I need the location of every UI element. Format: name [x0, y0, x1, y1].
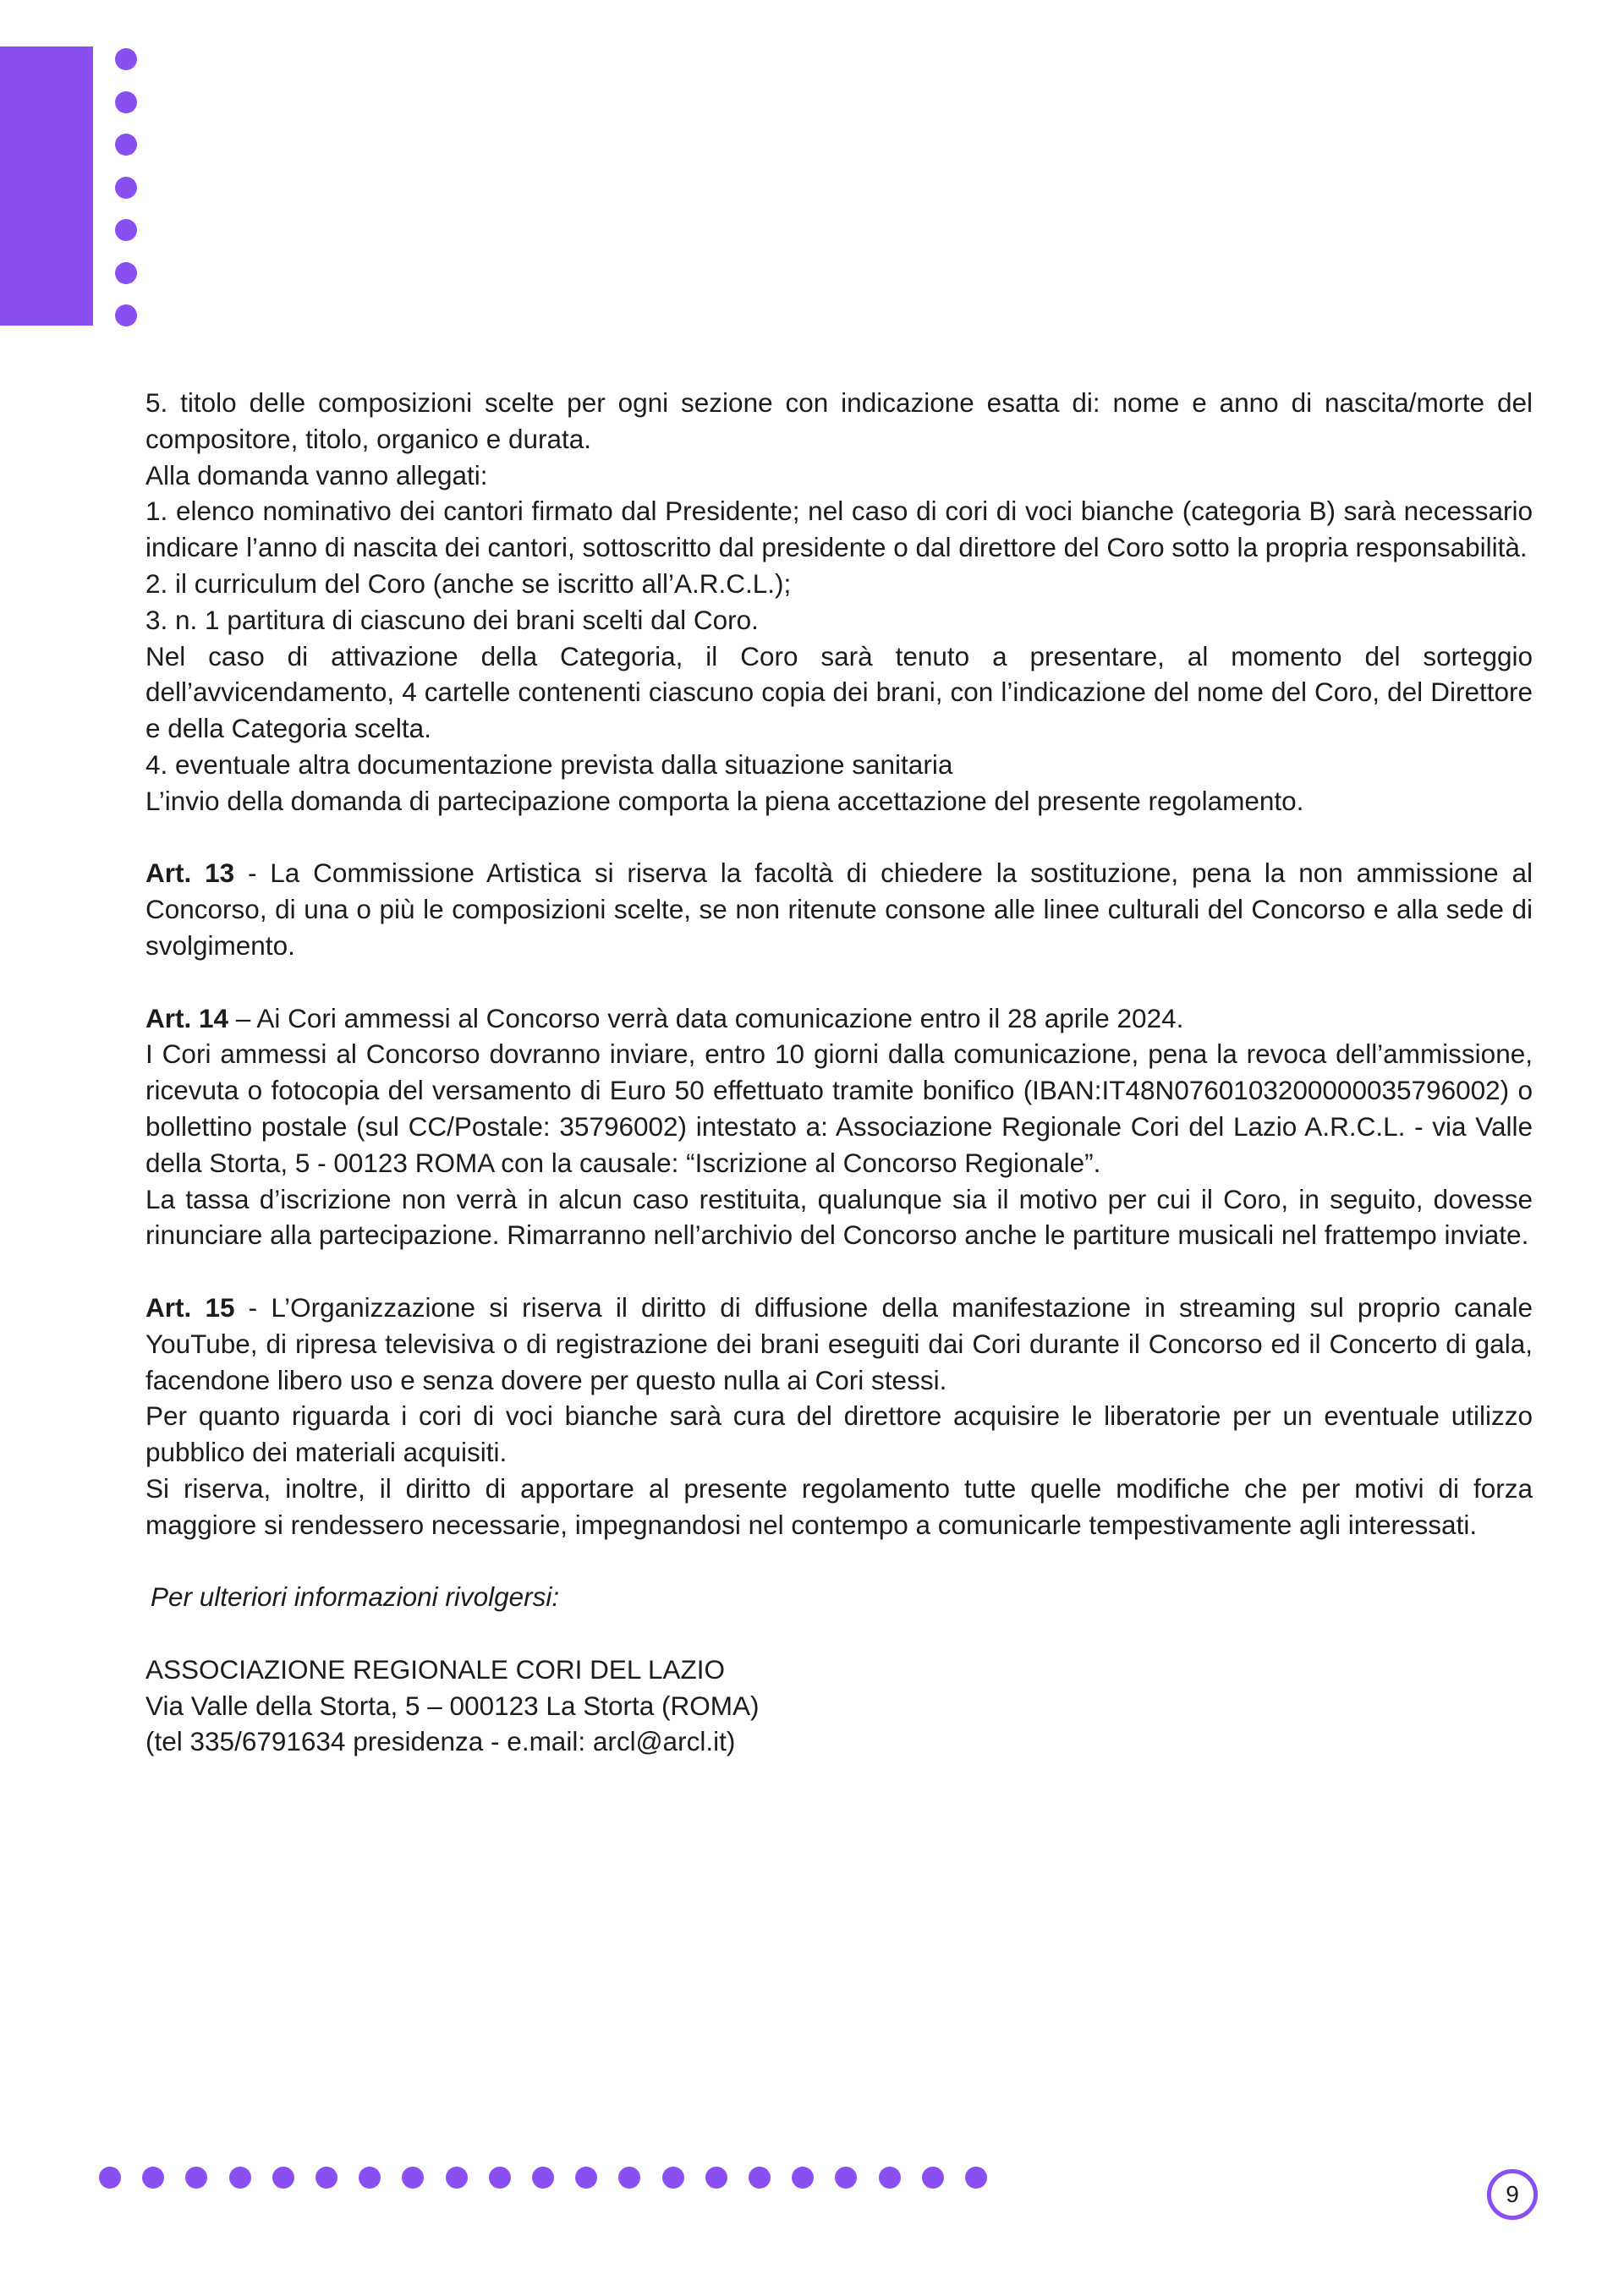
- paragraph-attachment-4: 4. eventuale altra documentazione prevista dalla situazione sanitaria: [145, 748, 953, 780]
- side-dot: [115, 304, 137, 326]
- article-13-label: Art. 13: [145, 858, 235, 889]
- bottom-dot: [402, 2167, 424, 2189]
- corner-accent-bar: [0, 47, 93, 326]
- bottom-dot: [792, 2167, 814, 2189]
- article-13-text: - La Commissione Artistica si riserva la facoltà di chiedere la sostituzione, pena la non ammissione al Concorso, di una o più le composizioni scelte, se non ritenute consone alle linee culturali del Concorso e alla sede di svolgimento.: [145, 858, 1533, 961]
- bottom-dot: [489, 2167, 511, 2189]
- bottom-dot: [272, 2167, 294, 2189]
- bottom-dot: [835, 2167, 857, 2189]
- bottom-dot: [879, 2167, 901, 2189]
- paragraph-item-5: 5. titolo delle composizioni scelte per ogni sezione con indicazione esatta di: nome e anno di nascita/morte del compositore, titolo, organico e durata.: [145, 387, 1533, 454]
- paragraph-fee-refund: La tassa d’iscrizione non verrà in alcun caso restituita, qualunque sia il motivo per cui il Coro, in seguito, dovesse rinunciare alla partecipazione. Rimarranno nell’archivio del Concorso anche le partiture musicali nel frattempo inviate.: [145, 1183, 1533, 1251]
- bottom-dot: [575, 2167, 597, 2189]
- paragraph-attachment-3: 3. n. 1 partitura di ciascuno dei brani scelti dal Coro.: [145, 604, 759, 635]
- side-dot: [115, 91, 137, 113]
- bottom-dot: [229, 2167, 251, 2189]
- bottom-dot: [359, 2167, 381, 2189]
- bottom-dot: [99, 2167, 121, 2189]
- article-13: [145, 855, 1533, 963]
- paragraph-attachments-intro: Alla domanda vanno allegati:: [145, 459, 488, 490]
- bottom-dot: [618, 2167, 640, 2189]
- paragraph-attachment-2: 2. il curriculum del Coro (anche se iscritto all’A.R.C.L.);: [145, 567, 792, 599]
- bottom-dot: [532, 2167, 554, 2189]
- paragraph-attachment-1: 1. elenco nominativo dei cantori firmato dal Presidente; nel caso di cori di voci bianche (categoria B) sarà necessario indicare l’anno di nascita dei cantori, sottoscritto dal presidente o dal direttore del Coro sotto la propria responsabilità.: [145, 496, 1533, 563]
- article-15: [145, 1290, 1533, 1398]
- article-14: [145, 1000, 1533, 1037]
- paragraph-children-choirs: Per quanto riguarda i cori di voci bianche sarà cura del direttore acquisire le liberatorie per un eventuale utilizzo pubblico dei materiali acquisiti.: [145, 1400, 1533, 1468]
- paragraph-acceptance: L’invio della domanda di partecipazione comporta la piena accettazione del presente regolamento.: [145, 785, 1304, 816]
- article-15-label: Art. 15: [145, 1291, 235, 1323]
- side-dot: [115, 134, 137, 156]
- paragraph-modifications: Si riserva, inoltre, il diritto di apportare al presente regolamento tutte quelle modifiche che per motivi di forza maggiore si rendessero necessarie, impegnandosi nel contempo a comunicarle tempestivamente agli interessati.: [145, 1472, 1533, 1540]
- contact-phone-email: (tel 335/6791634 presidenza - e.mail: arcl@arcl.it): [145, 1726, 736, 1757]
- document-body: [145, 385, 1533, 1760]
- contact-address: Via Valle della Storta, 5 – 000123 La Storta (ROMA): [145, 1690, 760, 1721]
- side-dot: [115, 262, 137, 284]
- article-15-text: - L’Organizzazione si riserva il diritto di diffusione della manifestazione in streaming sul proprio canale YouTube, di ripresa televisiva o di registrazione dei brani eseguiti dai Cori durante il Concorso ed il Concerto di gala, facendone libero uso e senza dovere per questo nulla ai Cori stessi.: [145, 1291, 1533, 1395]
- bottom-dot: [922, 2167, 944, 2189]
- side-dot: [115, 48, 137, 70]
- side-dot: [115, 219, 137, 241]
- side-dot: [115, 177, 137, 199]
- bottom-dot: [749, 2167, 771, 2189]
- bottom-dot: [705, 2167, 727, 2189]
- page-number: 9: [1487, 2169, 1538, 2220]
- paragraph-payment: I Cori ammessi al Concorso dovranno inviare, entro 10 giorni dalla comunicazione, pena la revoca dell’ammissione, ricevuta o fotocopia del versamento di Euro 50 effettuato tramite bonifico (IBAN:IT48N0760103200000035796002) o bollettino postale (sul CC/Postale: 35796002) intestato a: Associazione Regionale Cori del Lazio A.R.C.L. - via Valle della Storta, 5 - 00123 ROMA con la causale: “Iscrizione al Concorso Regionale”.: [145, 1038, 1533, 1178]
- bottom-dot: [315, 2167, 337, 2189]
- article-14-label: Art. 14: [145, 1002, 229, 1033]
- bottom-dot: [965, 2167, 987, 2189]
- bottom-dot: [662, 2167, 684, 2189]
- bottom-dot: [142, 2167, 164, 2189]
- paragraph-category-note: Nel caso di attivazione della Categoria, il Coro sarà tenuto a presentare, al momento del sorteggio dell’avvicendamento, 4 cartelle contenenti ciascuno copia dei brani, con l’indicazione del nome del Coro, del Direttore e della Categoria scelta.: [145, 640, 1533, 744]
- bottom-dot: [446, 2167, 468, 2189]
- article-14-text: – Ai Cori ammessi al Concorso verrà data comunicazione entro il 28 aprile 2024.: [228, 1002, 1184, 1033]
- contact-name: ASSOCIAZIONE REGIONALE CORI DEL LAZIO: [145, 1653, 725, 1685]
- bottom-dot: [185, 2167, 207, 2189]
- info-heading: Per ulteriori informazioni rivolgersi:: [151, 1581, 560, 1613]
